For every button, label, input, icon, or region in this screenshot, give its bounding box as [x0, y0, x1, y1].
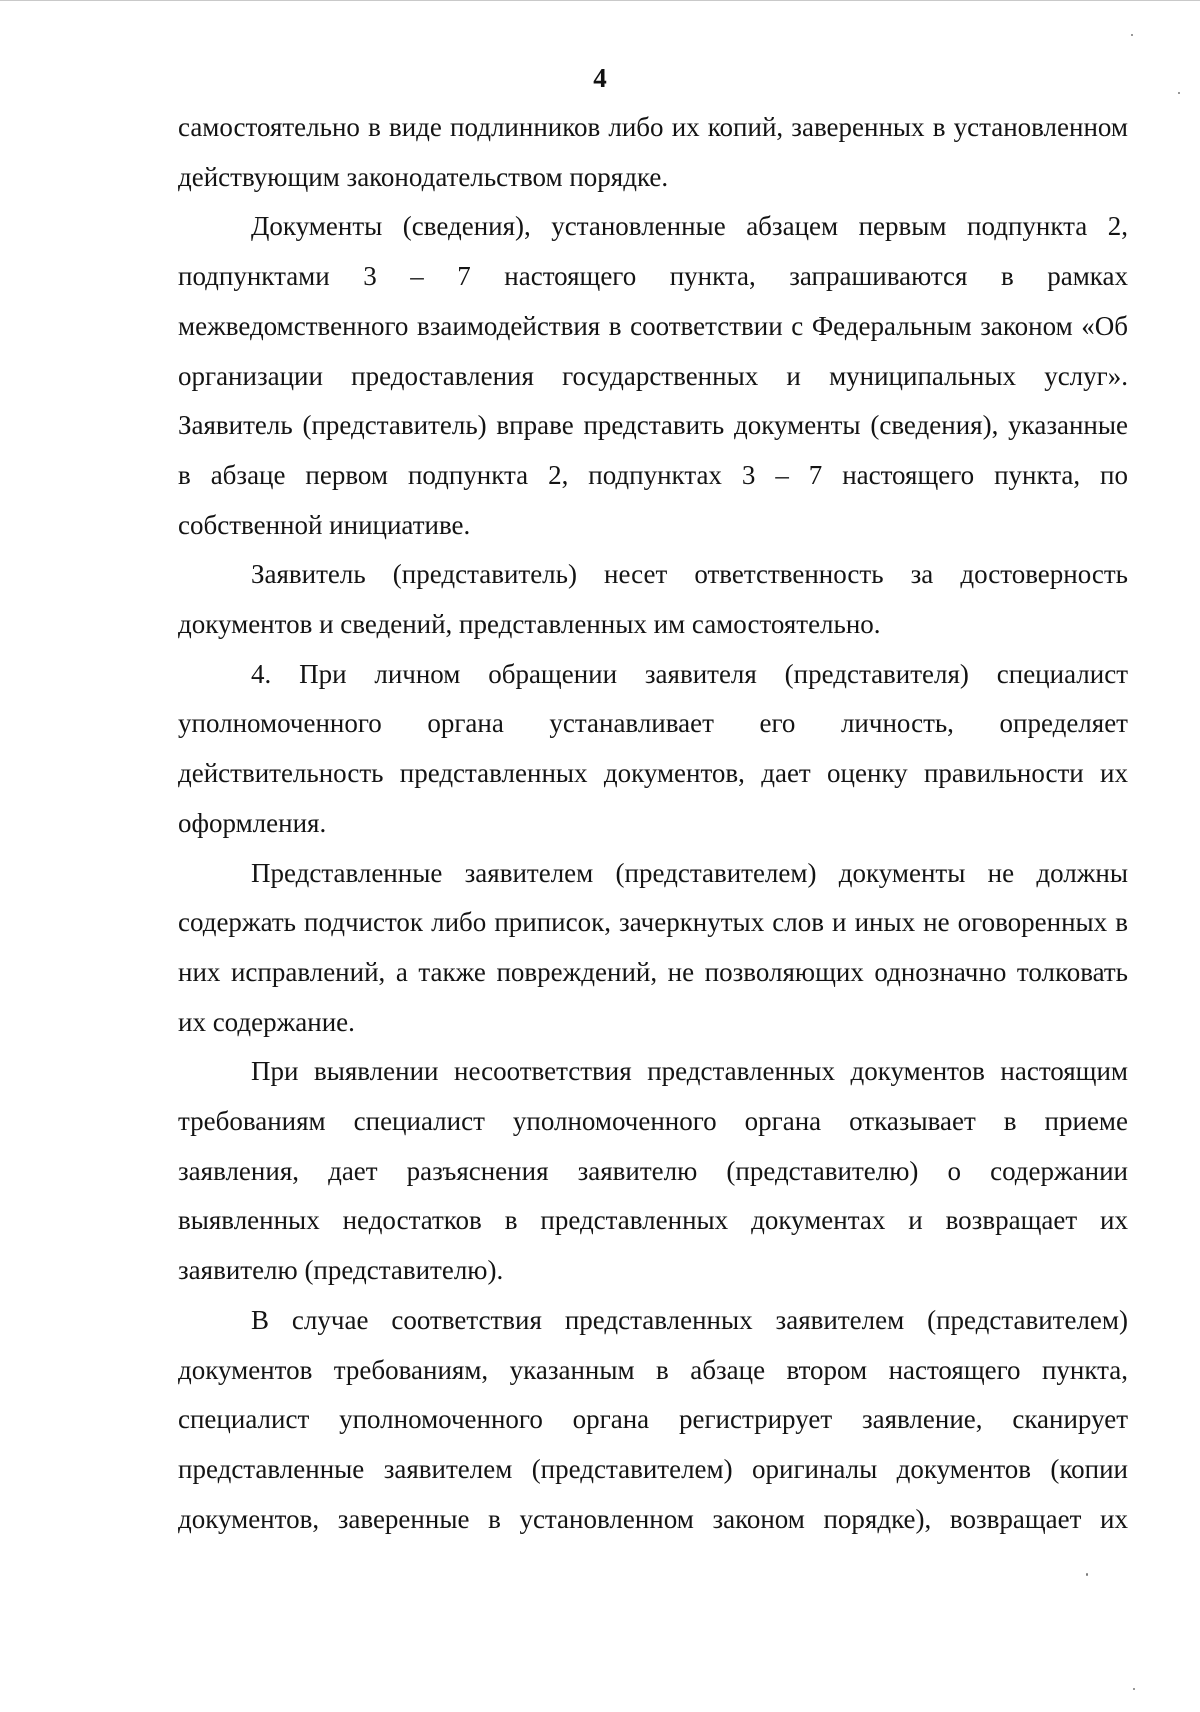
paragraph-registration: В случае соответствия представленных заявителем (представителем) документов требованиям, указанным в абзаце втором настоящего пункта, специалист уполномоченного органа регистрирует заявление, сканирует представленные заявителем (представителем) оригиналы документов (копии документов, заверенные в установленном законом порядке), возвращает их: [178, 1304, 1128, 1534]
scan-speck: [1133, 1688, 1135, 1690]
page-number: 4: [593, 63, 607, 93]
document-body: [178, 103, 1128, 1544]
paragraph-continuation: самостоятельно в виде подлинников либо их копий, заверенных в установленном действующим законодательством порядке.: [178, 112, 1128, 192]
paragraph-applicant-responsibility: Заявитель (представитель) несет ответственность за достоверность документов и сведений, представленных им самостоятельно.: [178, 559, 1128, 640]
scan-speck: [1086, 1573, 1088, 1576]
paragraph-document-requirements: Представленные заявителем (представителем) документы не должны содержать подчисток либо приписок, зачеркнутых слов и иных не оговоренных в них исправлений, а также повреждений, не позволяющих однозначно толковать их содержание.: [178, 857, 1128, 1037]
paragraph-refusal: При выявлении несоответствия представленных документов настоящим требованиям специалист уполномоченного органа отказывает в приеме заявления, дает разъяснения заявителю (представителю) о содержании выявленных недостатков в представленных документах и возвращает их заявителю (представителю).: [178, 1056, 1128, 1286]
scan-speck: [1131, 34, 1133, 36]
paragraph-item-4: 4. При личном обращении заявителя (представителя) специалист уполномоченного органа устанавливает его личность, определяет действительность представленных документов, дает оценку правильности их оформления.: [178, 658, 1128, 838]
scan-top-edge: [0, 0, 1200, 9]
scan-speck: [1178, 92, 1180, 94]
paragraph-documents-requested: Документы (сведения), установленные абзацем первым подпункта 2, подпунктами 3 – 7 настоящего пункта, запрашиваются в рамках межведомственного взаимодействия в соответствии с Федеральным законом «Об организации предоставления государственных и муниципальных услуг». Заявитель (представитель) вправе представить документы (сведения), указанные в абзаце первом подпункта 2, подпунктах 3 – 7 настоящего пункта, по собственной инициативе.: [178, 211, 1128, 540]
